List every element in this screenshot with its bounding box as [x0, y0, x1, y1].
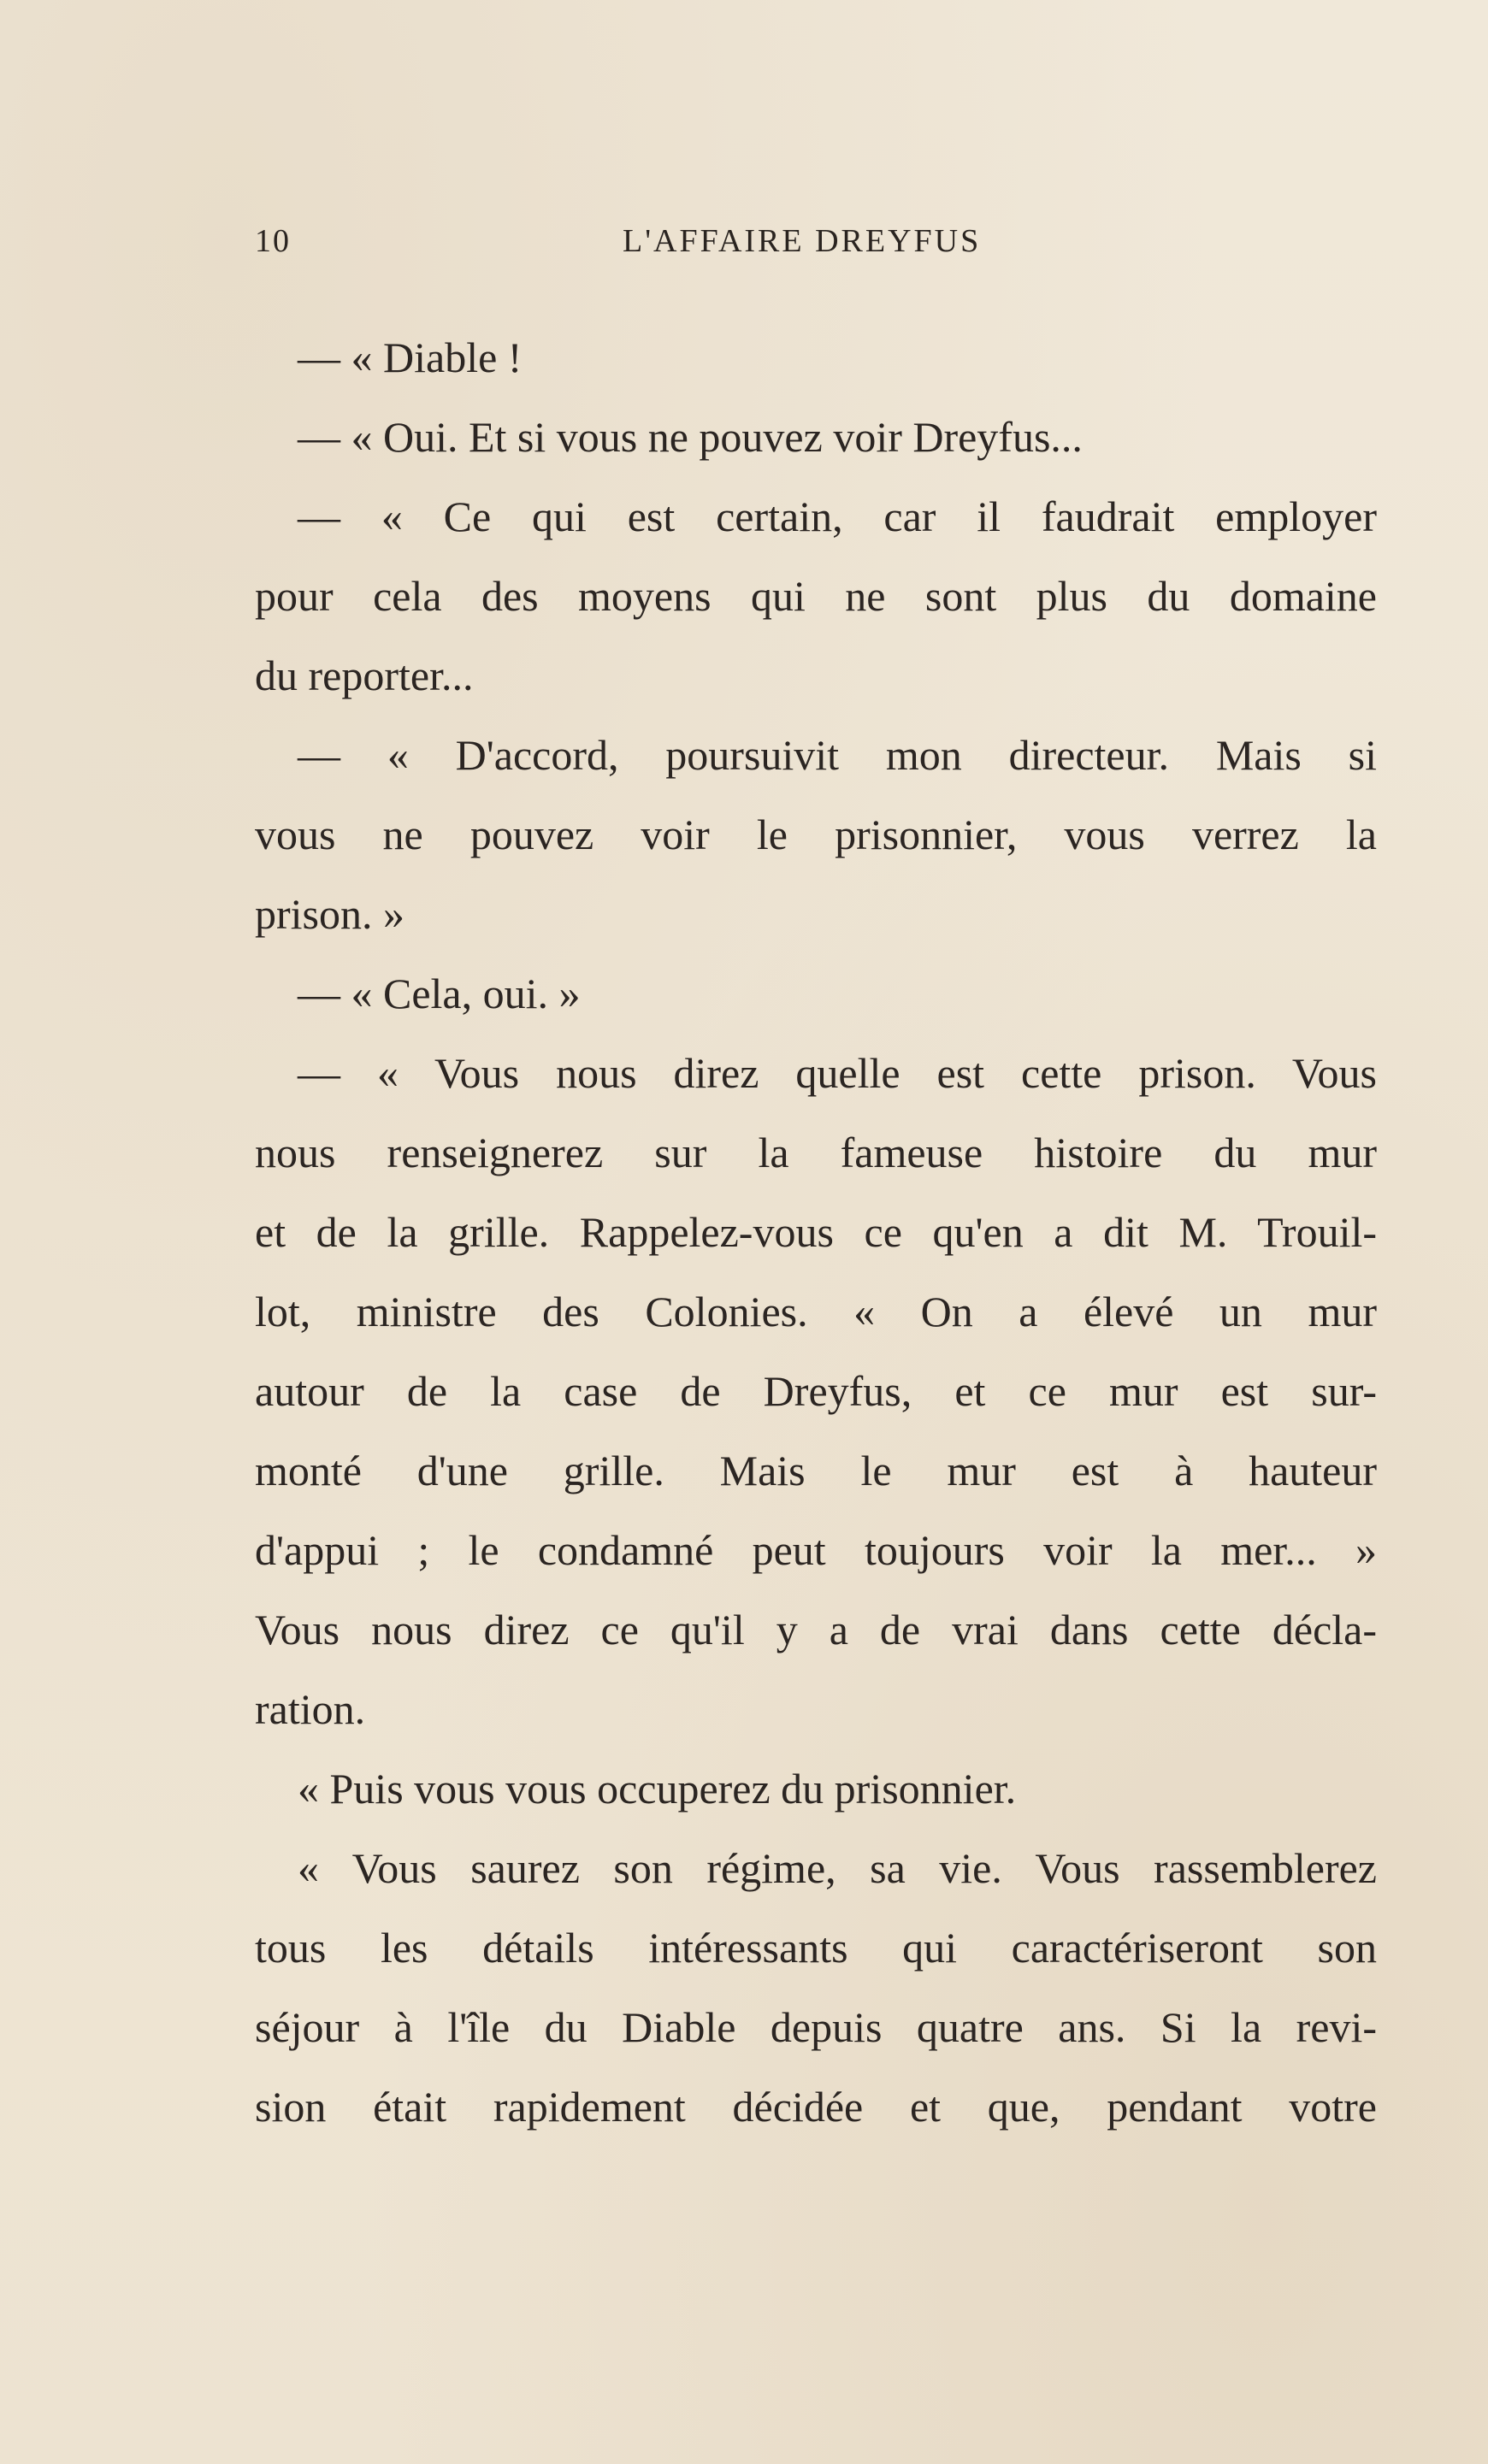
text-line-2: — « Oui. Et si vous ne pouvez voir Dreyfus... [298, 413, 1083, 461]
text-line-9: — « Cela, oui. » [298, 970, 581, 1017]
text-line-18: ration. [255, 1685, 366, 1733]
running-head [255, 222, 1377, 265]
body-text [255, 318, 1377, 2147]
text-line-15: monté d'une grille. Mais le mur est à hauteur [255, 1447, 1377, 1494]
text-line-3: — « Ce qui est certain, car il faudrait employer [298, 492, 1377, 540]
text-line-23: sion était rapidement décidée et que, pendant votre [255, 2083, 1377, 2131]
text-line-8: prison. » [255, 890, 404, 938]
text-line-16: d'appui ; le condamné peut toujours voir la mer... » [255, 1526, 1377, 1574]
text-line-6: — « D'accord, poursuivit mon directeur. Mais si [298, 731, 1377, 779]
text-line-21: tous les détails intéressants qui caractériseront son [255, 1924, 1377, 1972]
text-line-7: vous ne pouvez voir le prisonnier, vous verrez la [255, 811, 1377, 858]
text-line-5: du reporter... [255, 651, 474, 699]
page-number: 10 [255, 223, 291, 259]
text-line-22: séjour à l'île du Diable depuis quatre ans. Si la revi- [255, 2003, 1377, 2051]
text-line-1: — « Diable ! [298, 333, 523, 381]
text-line-13: lot, ministre des Colonies. « On a élevé un mur [255, 1288, 1377, 1335]
text-line-19: « Puis vous vous occuperez du prisonnier. [298, 1765, 1017, 1813]
text-line-10: — « Vous nous direz quelle est cette prison. Vous [298, 1049, 1377, 1097]
text-line-20: « Vous saurez son régime, sa vie. Vous rassemblerez [298, 1844, 1377, 1892]
text-line-12: et de la grille. Rappelez-vous ce qu'en a dit M. Trouil- [255, 1208, 1377, 1256]
text-line-11: nous renseignerez sur la fameuse histoire du mur [255, 1129, 1377, 1176]
running-title: L'AFFAIRE DREYFUS [623, 223, 982, 259]
text-line-17: Vous nous direz ce qu'il y a de vrai dans cette décla- [255, 1606, 1377, 1653]
text-line-14: autour de la case de Dreyfus, et ce mur est sur- [255, 1367, 1377, 1415]
text-line-4: pour cela des moyens qui ne sont plus du domaine [255, 572, 1377, 620]
